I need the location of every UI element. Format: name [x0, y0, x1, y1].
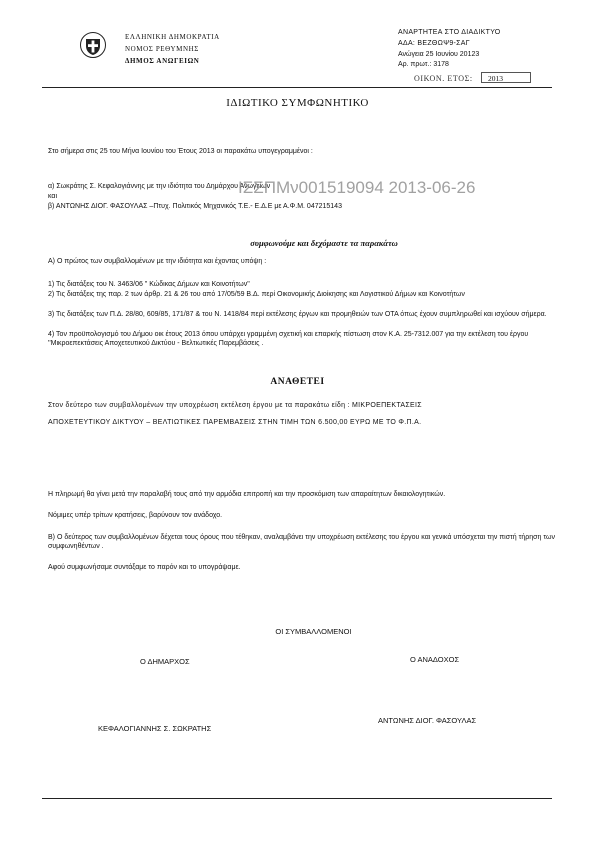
- agreement-heading: συμφωνούμε και δεχόμαστε τα παρακάτω: [250, 238, 398, 248]
- signature-right-role: Ο ΑΝΑΔΟΧΟΣ: [410, 655, 460, 664]
- publication-line-1: ΑΝΑΡΤΗΤΕΑ ΣΤΟ ΔΙΑΔΙΚΤΥΟ: [398, 29, 501, 36]
- publication-line-2: ΑΔΑ: ΒΕΖΘΩΨ9-ΣΑΓ: [398, 40, 470, 47]
- document-title: ΙΔΙΩΤΙΚΟ ΣΥΜΦΩΝΗΤΙΚΟ: [226, 97, 369, 109]
- publication-line-4: Αρ. πρωτ.: 3178: [398, 61, 449, 68]
- closing-sentence: Αφού συμφωνήσαμε συντάξαμε το παρόν και το υπογράψαμε.: [48, 564, 241, 571]
- party-and: και: [48, 193, 58, 200]
- fiscal-year-label: ΟΙΚΟΝ. ΕΤΟΣ:: [414, 74, 473, 83]
- clause-a: Α) Ο πρώτος των συμβαλλομένων με την ιδιότητα και έχοντας υπόψη :: [48, 258, 267, 265]
- assigns-heading: ΑΝΑΘΕΤΕΙ: [270, 377, 325, 387]
- consideration-3: 3) Τις διατάξεις των Π.Δ. 28/80, 609/85, 171/87 & του Ν. 1418/84 περί εκτέλεσης έργων και προμηθειών των ΟΤΑ όπως έχουν συμπληρωθεί και ισχύουν σήμερα.: [48, 311, 547, 318]
- consideration-2: 2) Τις διατάξεις της παρ. 2 των άρθρ. 21 & 26 του από 17/05/59 Β.Δ. περί Οικονομικής Διοίκησης και Λογιστικού Δήμων και Κοινοτήτων: [48, 291, 465, 298]
- authority-line-3: ΔΗΜΟΣ ΑΝΩΓΕΙΩΝ: [125, 57, 200, 65]
- consideration-1: 1) Τις διατάξεις του Ν. 3463/06 " Κώδικας Δήμων και Κοινοτήτων": [48, 281, 250, 288]
- watermark-stamp: ΙΣΣΠΜν001519094 2013-06-26: [238, 178, 476, 197]
- authority-line-2: ΝΟΜΟΣ ΡΕΘΥΜΝΗΣ: [125, 45, 199, 53]
- coat-of-arms-icon: [80, 30, 106, 60]
- authority-line-1: ΕΛΛΗΝΙΚΗ ΔΗΜΟΚΡΑΤΙΑ: [125, 33, 220, 41]
- payment-line-2: Νόμιμες υπέρ τρίτων κρατήσεις, βαρύνουν τον ανάδοχο.: [48, 512, 223, 519]
- signatures-heading: ΟΙ ΣΥΜΒΑΛΛΟΜΕΝΟΙ: [275, 627, 352, 636]
- party-b: β) ΑΝΤΩΝΗΣ ΔΙΟΓ. ΦΑΣΟΥΛΑΣ –Πτυχ. Πολιτικός Μηχανικός Τ.Ε.- Ε.Δ.Ε με Α.Φ.Μ. 047215143: [48, 203, 342, 210]
- party-a: α) Σωκράτης Σ. Κεφαλογιάννης με την ιδιότητα του Δημάρχου Ανωγείων: [48, 183, 271, 190]
- footer-divider: [42, 798, 552, 799]
- signature-right-name: ΑΝΤΩΝΗΣ ΔΙΟΓ. ΦΑΣΟΥΛΑΣ: [378, 716, 477, 725]
- payment-line-1: Η πληρωμή θα γίνει μετά την παραλαβή τους από την αρμόδια επιτροπή και την προσκόμιση των απαραίτητων δικαιολογητικών.: [48, 491, 446, 498]
- signature-left-role: Ο ΔΗΜΑΡΧΟΣ: [140, 657, 190, 666]
- consideration-4: 4) Τον προϋπολογισμό του Δήμου οικ έτους 2013 όπου υπάρχει γραμμένη σχετική και επαρκής πίστωση στον Κ.Α. 25-7312.007 για την εκτέλεση του έργου ''Μικροεπεκτάσεις Αποχετευτικού Δικτύου - Βελτιωτικές Παρεμβάσεις .: [48, 331, 529, 347]
- signature-left-name: ΚΕΦΑΛΟΓΙΑΝΝΗΣ Σ. ΣΩΚΡΑΤΗΣ: [98, 724, 212, 733]
- assignment-line-1: Στον δεύτερο των συμβαλλομένων την υποχρέωση εκτέλεση έργου με τα παρακάτω είδη : ΜΙΚΡΟΕΠΕΚΤΑΣΕΙΣ: [48, 402, 422, 409]
- intro-paragraph: Στο σήμερα στις 25 του Μήνα Ιουνίου του Έτους 2013 οι παρακάτω υπογεγραμμένοι :: [48, 148, 313, 155]
- header-divider: [42, 87, 552, 88]
- clause-b: Β) Ο δεύτερος των συμβαλλομένων δέχεται τους όρους που τέθηκαν, αναλαμβάνει την υποχρέωση εκτέλεσης του έργου και γενικά υπόσχεται την πιστή τήρηση των συμφωνηθέντων .: [48, 534, 555, 550]
- fiscal-year-value: 2013: [481, 72, 531, 83]
- assignment-line-2: ΑΠΟΧΕΤΕΥΤΙΚΟΥ ΔΙΚΤΥΟΥ – ΒΕΛΤΙΩΤΙΚΕΣ ΠΑΡΕΜΒΑΣΕΙΣ ΣΤΗΝ ΤΙΜΗ ΤΩΝ 6.500,00 ΕΥΡΩ ΜΕ ΤΟ Φ.Π.Α.: [48, 419, 422, 426]
- publication-line-3: Ανώγεια 25 Ιουνίου 20123: [398, 51, 480, 58]
